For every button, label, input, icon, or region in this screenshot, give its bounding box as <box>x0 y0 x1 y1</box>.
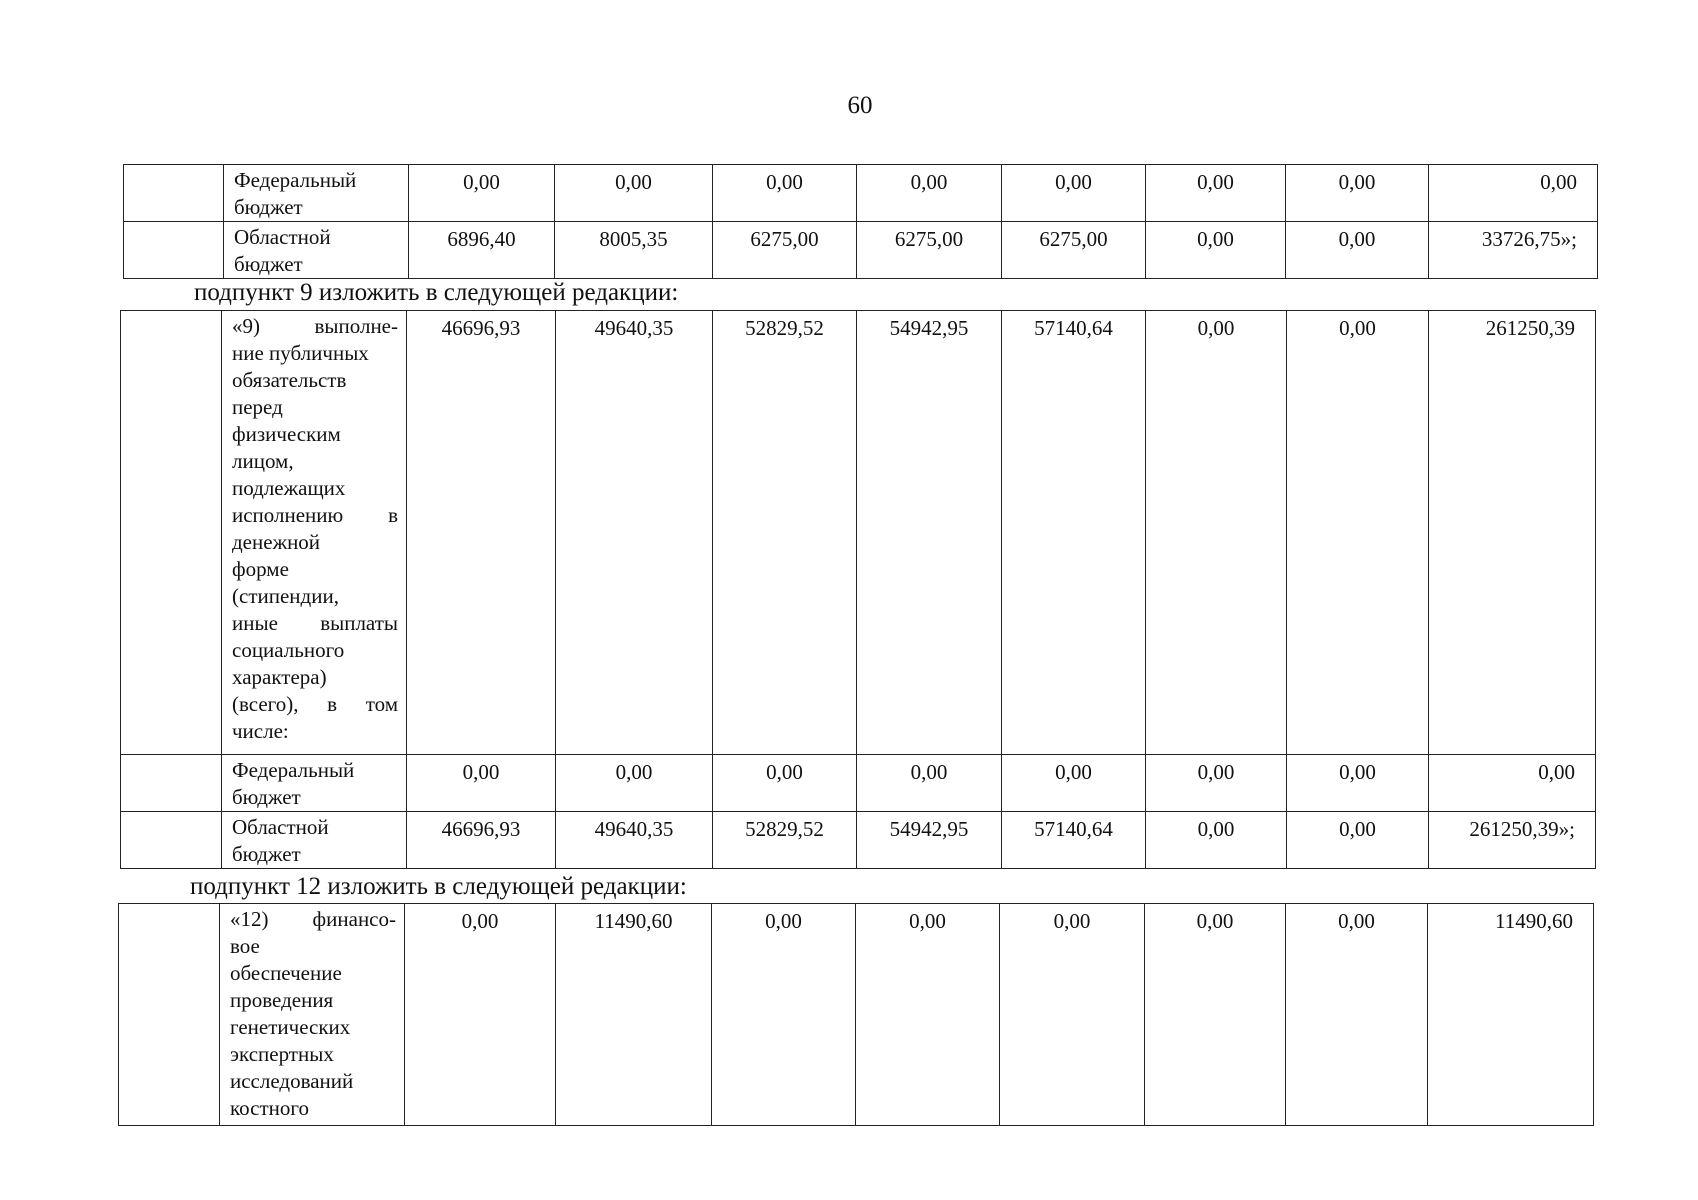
value-cell: 0,00 <box>1287 812 1429 869</box>
value-cell: 0,00 <box>713 755 857 812</box>
row-label: Областной бюджет <box>224 222 409 279</box>
value-cell: 6896,40 <box>409 222 555 279</box>
value-cell: 52829,52 <box>713 311 857 755</box>
value-cell: 0,00 <box>409 165 555 222</box>
value-cell: 52829,52 <box>713 812 857 869</box>
table-row <box>124 222 1598 279</box>
value-cell: 8005,35 <box>555 222 713 279</box>
row-label: Федеральный бюджет <box>222 755 407 812</box>
value-cell: 57140,64 <box>1002 311 1146 755</box>
total-cell: 11490,60 <box>1428 904 1594 1126</box>
empty-cell <box>124 165 224 222</box>
value-cell: 0,00 <box>1146 311 1287 755</box>
row-label: Федеральный бюджет <box>224 165 409 222</box>
value-cell: 54942,95 <box>857 812 1002 869</box>
budget-table-item-12 <box>118 903 1594 1126</box>
table-row <box>124 165 1598 222</box>
value-cell: 0,00 <box>1146 812 1287 869</box>
budget-table-item-9 <box>120 310 1596 869</box>
value-cell: 0,00 <box>555 165 713 222</box>
value-cell: 0,00 <box>1286 165 1429 222</box>
value-cell: 0,00 <box>1286 904 1428 1126</box>
value-cell: 57140,64 <box>1002 812 1146 869</box>
total-cell: 0,00 <box>1429 165 1598 222</box>
total-cell: 261250,39»; <box>1429 812 1596 869</box>
table-row <box>121 812 1596 869</box>
value-cell: 0,00 <box>857 755 1002 812</box>
value-cell: 0,00 <box>407 755 556 812</box>
value-cell: 0,00 <box>1000 904 1145 1126</box>
section-12-intro: подпункт 12 изложить в следующей редакции: <box>190 873 687 900</box>
value-cell: 0,00 <box>405 904 556 1126</box>
row-label: «12) финансо- вое обеспечение проведения генетических экспертных исследований костного <box>220 904 405 1126</box>
empty-cell <box>121 755 222 812</box>
row-label: «9) выполне- ние публичных обязательств перед физическим лицом, подлежащих исполнению в денежной форме (стипендии, иные выплаты социального характера) (всего), в том числе: <box>222 311 407 755</box>
total-cell: 33726,75»; <box>1429 222 1598 279</box>
value-cell: 6275,00 <box>857 222 1002 279</box>
empty-cell <box>121 812 222 869</box>
value-cell: 49640,35 <box>556 812 713 869</box>
total-cell: 261250,39 <box>1429 311 1596 755</box>
table-row <box>121 311 1596 755</box>
empty-cell <box>121 311 222 755</box>
value-cell: 0,00 <box>856 904 1000 1126</box>
value-cell: 54942,95 <box>857 311 1002 755</box>
total-cell: 0,00 <box>1429 755 1596 812</box>
value-cell: 0,00 <box>556 755 713 812</box>
page-number: 60 <box>847 92 873 119</box>
value-cell: 6275,00 <box>1002 222 1146 279</box>
value-cell: 46696,93 <box>407 812 556 869</box>
empty-cell <box>119 904 220 1126</box>
value-cell: 0,00 <box>1146 222 1286 279</box>
value-cell: 0,00 <box>1287 311 1429 755</box>
value-cell: 0,00 <box>857 165 1002 222</box>
value-cell: 46696,93 <box>407 311 556 755</box>
table-row <box>121 755 1596 812</box>
value-cell: 0,00 <box>713 165 857 222</box>
empty-cell <box>124 222 224 279</box>
value-cell: 0,00 <box>1002 755 1146 812</box>
value-cell: 0,00 <box>1286 222 1429 279</box>
value-cell: 0,00 <box>1145 904 1286 1126</box>
row-label: Областной бюджет <box>222 812 407 869</box>
value-cell: 0,00 <box>1002 165 1146 222</box>
section-9-intro: подпункт 9 изложить в следующей редакции: <box>194 279 679 306</box>
table-row <box>119 904 1594 1126</box>
value-cell: 0,00 <box>1287 755 1429 812</box>
value-cell: 49640,35 <box>556 311 713 755</box>
value-cell: 6275,00 <box>713 222 857 279</box>
value-cell: 0,00 <box>1146 165 1286 222</box>
value-cell: 0,00 <box>1146 755 1287 812</box>
value-cell: 0,00 <box>712 904 856 1126</box>
value-cell: 11490,60 <box>556 904 712 1126</box>
budget-table-top <box>123 164 1598 279</box>
